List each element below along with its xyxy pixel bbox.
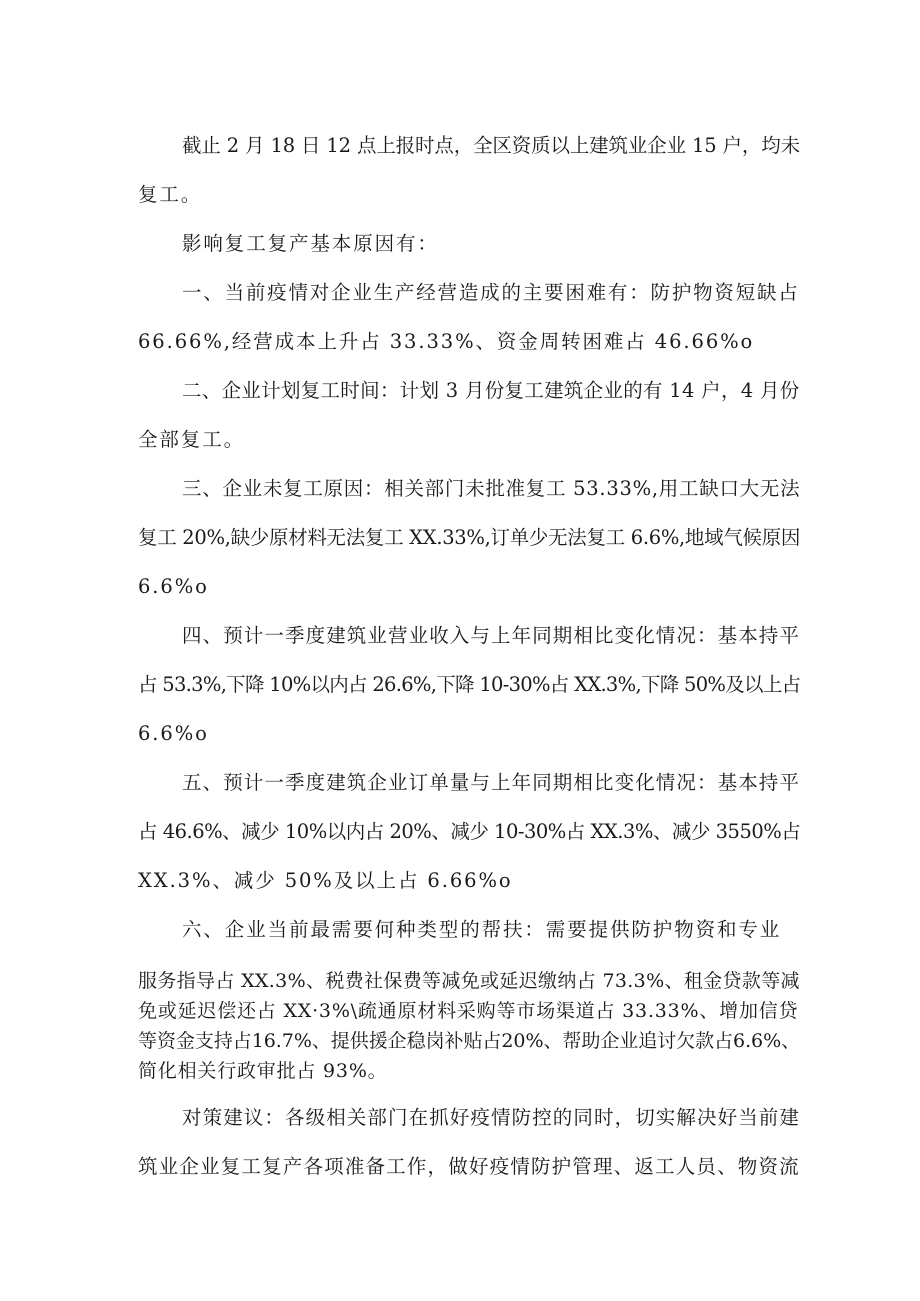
paragraph-line: XX.3%、减少 50%及以上占 6.66%o <box>138 869 513 892</box>
paragraph-line: 66.66%,经营成本上升占 33.33%、资金周转困难占 46.66%o <box>138 330 755 353</box>
paragraph-line: 一、当前疫情对企业生产经营造成的主要困难有：防护物资短缺占 <box>182 281 800 304</box>
paragraph-line: 占 53.3%,下降 10%以内占 26.6%,下降 10-30%占 XX.3%,下降 50%及以上占 <box>138 673 801 696</box>
paragraph-line: 占 46.6%、减少 10%以内占 20%、减少 10-30%占 XX.3%、减少 3550%占 <box>138 820 801 843</box>
paragraph-line: 筑业企业复工复产各项准备工作，做好疫情防护管理、返工人员、物资流 <box>138 1155 800 1178</box>
paragraph-line: 等资金支持占16.7%、提供援企稳岗补贴占20%、帮助企业追讨欠款占6.6%、 <box>138 1030 801 1052</box>
paragraph-line: 五、预计一季度建筑企业订单量与上年同期相比变化情况：基本持平 <box>182 771 801 794</box>
paragraph-line: 6.6%o <box>138 722 209 745</box>
paragraph-line: 对策建议：各级相关部门在抓好疫情防控的同时，切实解决好当前建 <box>182 1106 801 1129</box>
paragraph-line: 复工 20%,缺少原材料无法复工 XX.33%,订单少无法复工 6.6%,地域气候原因 <box>138 526 801 549</box>
paragraph-line: 全部复工。 <box>138 428 246 451</box>
paragraph-line: 二、企业计划复工时间：计划 3 月份复工建筑企业的有 14 户，4 月份 <box>182 379 800 402</box>
paragraph-line: 六、企业当前最需要何种类型的帮扶：需要提供防护物资和专业 <box>182 918 782 941</box>
paragraph-line: 服务指导占 XX.3%、税费社保费等减免或延迟缴纳占 73.3%、租金贷款等减 <box>138 970 800 992</box>
paragraph-line: 四、预计一季度建筑业营业收入与上年同期相比变化情况：基本持平 <box>182 624 801 647</box>
paragraph-line: 6.6%o <box>138 575 209 598</box>
paragraph-line: 三、企业未复工原因：相关部门未批准复工 53.33%,用工缺口大无法 <box>182 477 801 500</box>
paragraph-line: 免或延迟偿还占 XX·3%\疏通原材料采购等市场渠道占 33.33%、增加信贷 <box>138 1000 799 1022</box>
paragraph-line: 截止 2 月 18 日 12 点上报时点，全区资质以上建筑业企业 15 户，均未 <box>182 134 800 157</box>
paragraph-line: 复工。 <box>138 183 203 206</box>
paragraph-line: 影响复工复产基本原因有： <box>182 232 439 255</box>
paragraph-line: 简化相关行政审批占 93%。 <box>138 1060 388 1082</box>
